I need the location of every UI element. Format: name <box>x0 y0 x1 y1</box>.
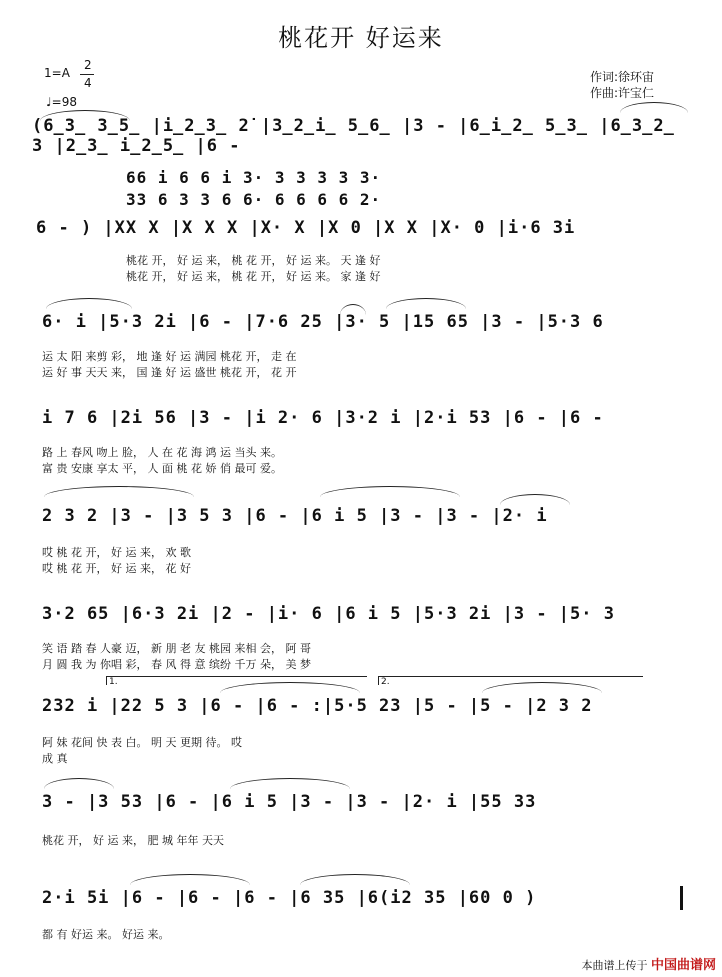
slur <box>386 298 466 309</box>
row-6-notes: 3·2 65 |6·3 2i |2 - |i· 6 |6 i 5 |5·3 2i |3 - |5· 3 <box>42 604 615 624</box>
row-1-notes: (6̲3̲ 3̲5̲ |i̲2̲3̲ 2̇ |3̲2̲i̲ 5̲6̲ |3 - |6̲i̲2̲ 5̲3̲ |6̲3̲2̲ 3 |2̲3̲ i̲2̲5̲ |6 - <box>32 116 675 156</box>
slur <box>44 778 114 789</box>
time-signature-bottom: 4 <box>84 76 92 90</box>
final-barline <box>680 886 683 910</box>
watermark-site: 中国曲谱网 <box>650 958 716 973</box>
slur <box>620 102 688 113</box>
slur <box>230 778 350 789</box>
watermark <box>581 954 716 973</box>
lyricist-credit: 作词:徐环宙 <box>590 70 655 84</box>
slur <box>40 110 130 121</box>
time-signature-top: 2 <box>84 58 92 72</box>
watermark-prefix: 本曲谱上传于 <box>581 959 648 972</box>
row-4-lyric-2: 富 贵 安康 享太 平， 人 面 桃 花 娇 俏 最可 爱。 <box>42 462 282 475</box>
row-4-notes: i 7 6 |2i 56 |3 - |i 2· 6 |3·2 i |2·i 53 |6 - |6 - <box>42 408 604 428</box>
row-6-lyric-2: 月 圆 我 为 你唱 彩， 春 风 得 意 缤纷 千万 朵， 美 梦 <box>42 658 311 671</box>
row-4-lyric-1: 路 上 春风 吻上 脸， 人 在 花 海 鸿 运 当头 来。 <box>42 446 282 459</box>
time-signature-line <box>80 74 94 75</box>
row-5-notes: 2 3 2 |3 - |3 5 3 |6 - |6 i 5 |3 - |3 - |2· i <box>42 506 548 526</box>
row-3-lyric-1: 运 太 阳 来剪 彩， 地 逢 好 运 满园 桃花 开， 走 在 <box>42 350 297 363</box>
slur <box>300 874 410 885</box>
row-3-lyric-2: 运 好 事 天天 来， 国 逢 好 运 盛世 桃花 开， 花 开 <box>42 366 297 379</box>
row-7-lyric-2: 成 真 <box>42 752 68 765</box>
row-9-notes: 2·i 5i |6 - |6 - |6 - |6 35 |6(i2 35 |60 0 ) <box>42 888 537 908</box>
row-2-lyric-2: 桃花 开， 好 运 来， 桃 花 开， 好 运 来。 家 逢 好 <box>126 270 381 283</box>
tempo-mark: ♩=98 <box>46 95 77 109</box>
row-2-harmony-2: 33 6 3 3 6 6· 6 6 6 6 2· <box>126 190 382 209</box>
row-2-notes: 6 - ) |XX X |X X X |X· X |X 0 |X X |X· 0 |i·6 3i <box>36 218 576 238</box>
page-title: 桃花开 好运来 <box>278 24 444 52</box>
slur <box>320 486 460 497</box>
row-8-lyric-1: 桃花 开， 好 运 来， 肥 城 年年 天天 <box>42 834 224 847</box>
row-9-lyric-1: 都 有 好运 来。 好运 来。 <box>42 928 170 941</box>
row-7-lyric-1: 阿 妹 花间 快 表 白。 明 天 更期 待。 哎 <box>42 736 242 749</box>
key-signature: 1=A <box>44 66 70 80</box>
slur <box>46 298 132 309</box>
row-5-lyric-1: 哎 桃 花 开， 好 运 来， 欢 歌 <box>42 546 191 559</box>
slur <box>500 494 570 505</box>
row-7-notes: 232 i |22 5 3 |6 - |6 - :|5·5 23 |5 - |5 - |2 3 2 <box>42 696 593 716</box>
row-6-lyric-1: 笑 语 踏 春 人豪 迈， 新 朋 老 友 桃园 来相 会， 阿 哥 <box>42 642 311 655</box>
volta-1: 1. <box>106 676 367 685</box>
row-3-notes: 6· i |5·3 2i |6 - |7·6 25 |3· 5 |15 65 |3 - |5·3 6 <box>42 312 604 332</box>
composer-credit: 作曲:许宝仁 <box>590 86 655 100</box>
row-2-lyric-1: 桃花 开， 好 运 来， 桃 花 开， 好 运 来。 天 逢 好 <box>126 254 381 267</box>
row-2-harmony-1: 66 i 6 6 i 3· 3 3 3 3 3· <box>126 168 382 187</box>
row-8-notes: 3 - |3 53 |6 - |6 i 5 |3 - |3 - |2· i |55 33 <box>42 792 537 812</box>
row-5-lyric-2: 哎 桃 花 开， 好 运 来， 花 好 <box>42 562 191 575</box>
slur <box>44 486 194 497</box>
volta-2: 2. <box>378 676 643 685</box>
slur <box>130 874 250 885</box>
